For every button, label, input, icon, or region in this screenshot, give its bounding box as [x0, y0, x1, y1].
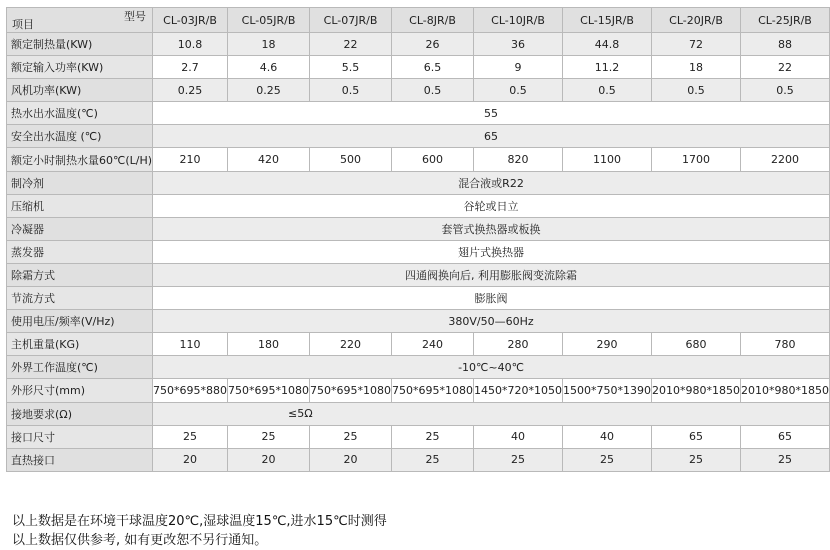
cell-value: 180 — [228, 333, 310, 356]
merged-value: -10℃~40℃ — [153, 356, 830, 379]
model-header: CL-8JR/B — [392, 8, 474, 33]
spec-row — [7, 448, 830, 471]
model-header: CL-15JR/B — [563, 8, 652, 33]
cell-value: 1500*750*1390 — [563, 379, 652, 402]
cell-value: 750*695*880 — [153, 379, 228, 402]
cell-value: 40 — [563, 425, 652, 448]
cell-value: 0.25 — [153, 79, 228, 102]
corner-cell — [7, 8, 153, 33]
cell-value: 11.2 — [563, 56, 652, 79]
footnote: 以上数据是在环境干球温度20℃,湿球温度15℃,进水15℃时测得 — [12, 514, 387, 529]
cell-value: 290 — [563, 333, 652, 356]
model-header: CL-07JR/B — [310, 8, 392, 33]
footnotes — [12, 512, 387, 550]
cell-value: 25 — [153, 425, 228, 448]
cell-value: 65 — [652, 425, 741, 448]
merged-value: 套管式换热器或板换 — [153, 217, 830, 240]
cell-value: 210 — [153, 148, 228, 171]
model-header: CL-25JR/B — [741, 8, 830, 33]
spec-row — [7, 356, 830, 379]
cell-value: 240 — [392, 333, 474, 356]
spec-row — [7, 33, 830, 56]
cell-value: 9 — [474, 56, 563, 79]
cell-value: 0.5 — [563, 79, 652, 102]
model-header: CL-10JR/B — [474, 8, 563, 33]
spec-row — [7, 79, 830, 102]
row-label: 热水出水温度(℃) — [7, 102, 153, 125]
cell-value: 0.5 — [310, 79, 392, 102]
spec-table — [6, 7, 830, 472]
spec-row — [7, 102, 830, 125]
model-label: 型号 — [124, 10, 147, 23]
spec-row — [7, 263, 830, 286]
merged-value: 四通阀换向后, 利用膨胀阀变流除霜 — [153, 263, 830, 286]
cell-value: 2200 — [741, 148, 830, 171]
cell-value: 26 — [392, 33, 474, 56]
merged-value: ≤5Ω — [153, 402, 830, 425]
cell-value: 65 — [741, 425, 830, 448]
cell-value: 780 — [741, 333, 830, 356]
cell-value: 600 — [392, 148, 474, 171]
spec-row — [7, 402, 830, 425]
cell-value: 25 — [474, 448, 563, 471]
cell-value: 2.7 — [153, 56, 228, 79]
row-label: 除霜方式 — [7, 263, 153, 286]
cell-value: 6.5 — [392, 56, 474, 79]
cell-value: 0.25 — [228, 79, 310, 102]
spec-row — [7, 56, 830, 79]
spec-row — [7, 310, 830, 333]
merged-value: 谷轮或日立 — [153, 194, 830, 217]
cell-value: 25 — [741, 448, 830, 471]
merged-value: 翅片式换热器 — [153, 240, 830, 263]
cell-value: 5.5 — [310, 56, 392, 79]
cell-value: 750*695*1080 — [392, 379, 474, 402]
cell-value: 220 — [310, 333, 392, 356]
spec-row — [7, 240, 830, 263]
model-header: CL-05JR/B — [228, 8, 310, 33]
row-label: 主机重量(KG) — [7, 333, 153, 356]
cell-value: 25 — [392, 425, 474, 448]
cell-value: 0.5 — [474, 79, 563, 102]
spec-row — [7, 217, 830, 240]
merged-value: 65 — [153, 125, 830, 148]
merged-value: 55 — [153, 102, 830, 125]
cell-value: 20 — [153, 448, 228, 471]
cell-value: 25 — [228, 425, 310, 448]
cell-value: 72 — [652, 33, 741, 56]
cell-value: 88 — [741, 33, 830, 56]
cell-value: 820 — [474, 148, 563, 171]
cell-value: 0.5 — [392, 79, 474, 102]
cell-value: 36 — [474, 33, 563, 56]
cell-value: 680 — [652, 333, 741, 356]
cell-value: 110 — [153, 333, 228, 356]
cell-value: 4.6 — [228, 56, 310, 79]
cell-value: 1100 — [563, 148, 652, 171]
spec-row — [7, 287, 830, 310]
cell-value: 20 — [228, 448, 310, 471]
footnote: 以上数据仅供参考, 如有更改恕不另行通知。 — [12, 533, 268, 548]
cell-value: 10.8 — [153, 33, 228, 56]
row-label: 额定输入功率(KW) — [7, 56, 153, 79]
row-label: 外形尺寸(mm) — [7, 379, 153, 402]
merged-value: 膨胀阀 — [153, 287, 830, 310]
row-label: 使用电压/频率(V/Hz) — [7, 310, 153, 333]
cell-value: 25 — [652, 448, 741, 471]
spec-row — [7, 148, 830, 171]
row-label: 接地要求(Ω) — [7, 402, 153, 425]
cell-value: 44.8 — [563, 33, 652, 56]
row-label: 外界工作温度(℃) — [7, 356, 153, 379]
cell-value: 750*695*1080 — [310, 379, 392, 402]
row-label: 安全出水温度 (℃) — [7, 125, 153, 148]
spec-row — [7, 425, 830, 448]
row-label: 风机功率(KW) — [7, 79, 153, 102]
header-row — [7, 8, 830, 33]
cell-value: 420 — [228, 148, 310, 171]
cell-value: 2010*980*1850 — [652, 379, 741, 402]
row-label: 蒸发器 — [7, 240, 153, 263]
cell-value: 18 — [652, 56, 741, 79]
cell-value: 1700 — [652, 148, 741, 171]
spec-row — [7, 333, 830, 356]
cell-value: 20 — [310, 448, 392, 471]
cell-value: 750*695*1080 — [228, 379, 310, 402]
row-label: 直热接口 — [7, 448, 153, 471]
cell-value: 22 — [310, 33, 392, 56]
merged-value: 混合液或R22 — [153, 171, 830, 194]
cell-value: 25 — [392, 448, 474, 471]
spec-row — [7, 194, 830, 217]
row-label: 接口尺寸 — [7, 425, 153, 448]
spec-row — [7, 379, 830, 402]
cell-value: 22 — [741, 56, 830, 79]
row-label: 压缩机 — [7, 194, 153, 217]
cell-value: 1450*720*1050 — [474, 379, 563, 402]
row-label: 冷凝器 — [7, 217, 153, 240]
item-label: 项目 — [12, 18, 34, 31]
row-label: 节流方式 — [7, 287, 153, 310]
cell-value: 40 — [474, 425, 563, 448]
cell-value: 500 — [310, 148, 392, 171]
cell-value: 0.5 — [741, 79, 830, 102]
cell-value: 18 — [228, 33, 310, 56]
cell-value: 2010*980*1850 — [741, 379, 830, 402]
spec-row — [7, 171, 830, 194]
model-header: CL-03JR/B — [153, 8, 228, 33]
cell-value: 0.5 — [652, 79, 741, 102]
model-header: CL-20JR/B — [652, 8, 741, 33]
cell-value: 280 — [474, 333, 563, 356]
spec-row — [7, 125, 830, 148]
row-label: 额定小时制热水量60℃(L/H) — [7, 148, 153, 171]
merged-value: 380V/50—60Hz — [153, 310, 830, 333]
row-label: 制冷剂 — [7, 171, 153, 194]
cell-value: 25 — [310, 425, 392, 448]
row-label: 额定制热量(KW) — [7, 33, 153, 56]
cell-value: 25 — [563, 448, 652, 471]
